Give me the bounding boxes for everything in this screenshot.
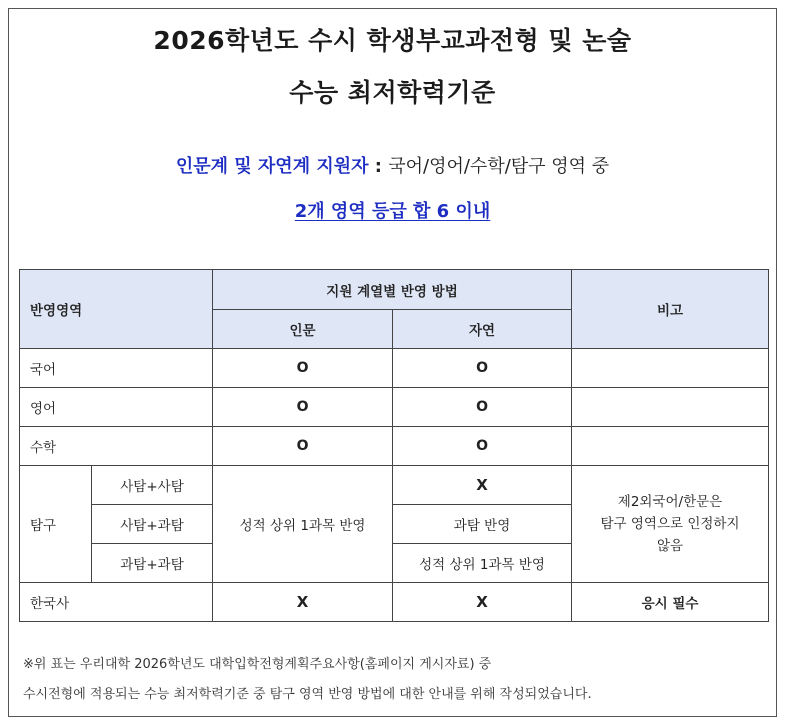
cell-history-remarks: 응시 필수 — [572, 583, 769, 622]
cell-inquiry-science-3: 성적 상위 1과목 반영 — [393, 544, 572, 583]
cell-math-remarks — [572, 427, 769, 466]
cell-korean-humanities: O — [213, 349, 393, 388]
header-science: 자연 — [393, 310, 572, 349]
cell-history-humanities: X — [213, 583, 393, 622]
cell-history-science: X — [393, 583, 572, 622]
criteria-table — [19, 269, 769, 622]
inquiry-sub-1: 사탐+사탐 — [92, 466, 213, 505]
header-humanities: 인문 — [213, 310, 393, 349]
inquiry-sub-2: 사탐+과탐 — [92, 505, 213, 544]
cell-english-humanities: O — [213, 388, 393, 427]
table-row — [20, 349, 769, 388]
table-row — [20, 388, 769, 427]
header-area: 반영영역 — [20, 270, 213, 349]
cell-inquiry-humanities: 성적 상위 1과목 반영 — [213, 466, 393, 583]
criteria-line — [9, 152, 776, 178]
cell-english-science: O — [393, 388, 572, 427]
table-row — [20, 427, 769, 466]
cell-english-remarks — [572, 388, 769, 427]
page-title: 2026학년도 수시 학생부교과전형 및 논술 — [153, 26, 632, 55]
row-label-history: 한국사 — [20, 583, 213, 622]
row-label-inquiry: 탐구 — [20, 466, 92, 583]
document-frame — [8, 8, 777, 717]
header-remarks: 비고 — [572, 270, 769, 349]
row-label-math: 수학 — [20, 427, 213, 466]
remarks-line-3: 않음 — [656, 538, 684, 554]
applicants-label: 인문계 및 자연계 지원자 — [175, 156, 369, 177]
remarks-line-1: 제2외국어/한문은 — [617, 494, 723, 510]
cell-inquiry-science-2: 과탐 반영 — [393, 505, 572, 544]
footnote-line-1: ※위 표는 우리대학 2026학년도 대학입학전형계획주요사항(홈페이지 게시자료) 중 — [23, 657, 492, 672]
cell-math-science: O — [393, 427, 572, 466]
grade-sum-line — [9, 197, 776, 223]
table-header-row — [20, 270, 769, 310]
row-label-korean: 국어 — [20, 349, 213, 388]
table-row — [20, 466, 769, 505]
inquiry-sub-3: 과탐+과탐 — [92, 544, 213, 583]
row-label-english: 영어 — [20, 388, 213, 427]
subjects-text: 국어/영어/수학/탐구 영역 중 — [388, 156, 610, 177]
cell-inquiry-remarks — [572, 466, 769, 583]
cell-korean-science: O — [393, 349, 572, 388]
criteria-separator: : — [368, 156, 389, 177]
cell-inquiry-science-1: X — [393, 466, 572, 505]
remarks-line-2: 탐구 영역으로 인정하지 — [600, 516, 740, 532]
footnote-line-2: 수시전형에 적용되는 수능 최저학력기준 중 탐구 영역 반영 방법에 대한 안내를 위해 작성되었습니다. — [23, 687, 592, 702]
header-method: 지원 계열별 반영 방법 — [213, 270, 572, 310]
cell-math-humanities: O — [213, 427, 393, 466]
page-subtitle: 수능 최저학력기준 — [289, 78, 496, 107]
grade-sum-text: 2개 영역 등급 합 6 이내 — [294, 201, 491, 222]
cell-korean-remarks — [572, 349, 769, 388]
table-row — [20, 583, 769, 622]
